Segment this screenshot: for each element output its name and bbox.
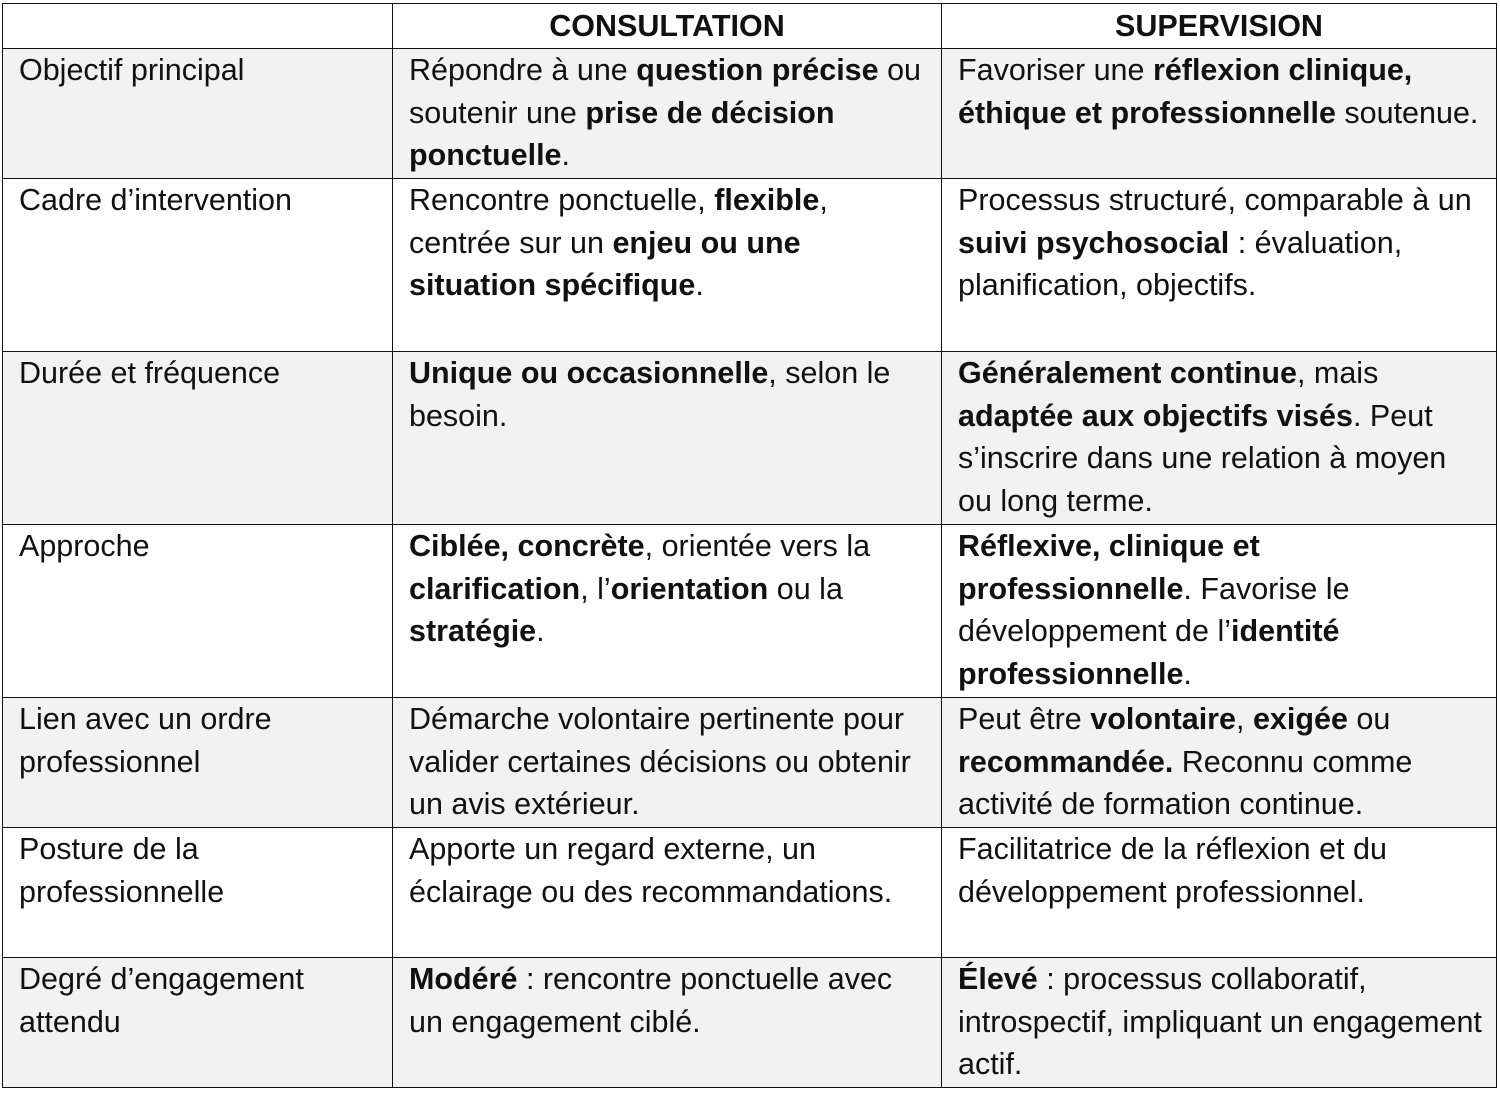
row-label: Lien avec un ordre professionnel [3,698,393,828]
cell-text: Reconnu comme activité de formation continue. [958,744,1413,822]
header-supervision: SUPERVISION [942,4,1497,49]
cell-text: ou [1347,702,1391,736]
cell-text: Peut être [958,702,1091,736]
cell-text: , selon le besoin. [409,356,891,433]
consultation-cell [393,525,942,698]
table-row [3,179,1497,352]
cell-text: , orientée vers la [644,529,871,563]
supervision-cell [942,828,1497,958]
emphasis-text: orientation [610,571,769,606]
cell-text: Favoriser une [958,53,1153,87]
header-row [3,4,1497,49]
emphasis-text: identité professionnelle [958,614,1340,691]
cell-text: Démarche volontaire pertinente pour valider certaines décisions ou obtenir un avis extérieur. [409,702,911,822]
emphasis-text: flexible [714,183,820,217]
row-label: Objectif principal [3,49,393,179]
cell-text: Répondre à une [409,53,637,87]
cell-text: Facilitatrice de la réflexion et du développement professionnel. [958,832,1387,909]
consultation-cell [393,958,942,1088]
cell-text: Rencontre ponctuelle, [409,183,715,217]
table-row [3,352,1497,525]
emphasis-text: prise de décision ponctuelle [409,95,835,173]
emphasis-text: réflexion clinique, éthique et professionnelle [958,53,1413,130]
cell-text: : processus collaboratif, introspectif, impliquant un engagement actif. [958,962,1482,1082]
cell-text: . Favorise le développement de l’ [958,571,1350,649]
emphasis-text: suivi psychosocial [958,225,1230,260]
emphasis-text: Unique ou occasionnelle [409,356,769,390]
supervision-cell [942,49,1497,179]
emphasis-text: Réflexive, clinique et professionnelle [958,529,1260,606]
cell-text: , [1236,702,1253,736]
cell-text: Apporte un regard externe, un éclairage ou des recommandations. [409,832,893,909]
supervision-cell [942,958,1497,1088]
emphasis-text: Modéré [409,962,518,996]
cell-text: . [695,268,704,303]
table-row [3,525,1497,698]
emphasis-text: Ciblée, concrète [409,529,645,563]
supervision-cell [942,352,1497,525]
cell-text: ou la [768,571,843,606]
cell-text: : rencontre ponctuelle avec un engagement ciblé. [409,962,893,1039]
cell-text: : évaluation, planification, objectifs. [958,225,1403,303]
cell-text: . Peut s’inscrire dans une relation à moyen ou long terme. [958,398,1447,518]
row-label: Posture de la professionnelle [3,828,393,958]
consultation-cell [393,698,942,828]
table-row [3,698,1497,828]
emphasis-text: recommandée. [958,744,1174,779]
cell-text: . [1183,656,1192,691]
table-row [3,828,1497,958]
supervision-cell [942,698,1497,828]
cell-text: soutenue. [1335,95,1479,130]
emphasis-text: clarification [409,571,581,606]
header-consultation: CONSULTATION [393,4,942,49]
consultation-cell [393,179,942,352]
table-row [3,49,1497,179]
consultation-cell [393,352,942,525]
cell-text: ou soutenir une [409,53,922,130]
cell-text: . [561,138,570,173]
emphasis-text: exigée [1252,702,1348,736]
header-corner [3,4,393,49]
cell-text: Processus structuré, comparable à un [958,183,1472,217]
cell-text: , l’ [580,571,611,606]
table-row [3,958,1497,1088]
emphasis-text: Généralement continue [958,356,1297,390]
emphasis-text: question précise [636,53,879,87]
row-label: Cadre d’intervention [3,179,393,352]
cell-text: , mais [1296,356,1379,390]
cell-text: . [536,614,545,649]
comparison-table [2,3,1497,1088]
emphasis-text: adaptée aux objectifs visés [958,398,1353,433]
emphasis-text: Élevé [958,962,1038,996]
emphasis-text: stratégie [409,614,537,649]
cell-text: , centrée sur un [409,183,828,260]
supervision-cell [942,525,1497,698]
row-label: Degré d’engagement attendu [3,958,393,1088]
emphasis-text: enjeu ou une situation spécifique [409,225,801,303]
consultation-cell [393,49,942,179]
consultation-cell [393,828,942,958]
supervision-cell [942,179,1497,352]
row-label: Durée et fréquence [3,352,393,525]
emphasis-text: volontaire [1090,702,1237,736]
row-label: Approche [3,525,393,698]
